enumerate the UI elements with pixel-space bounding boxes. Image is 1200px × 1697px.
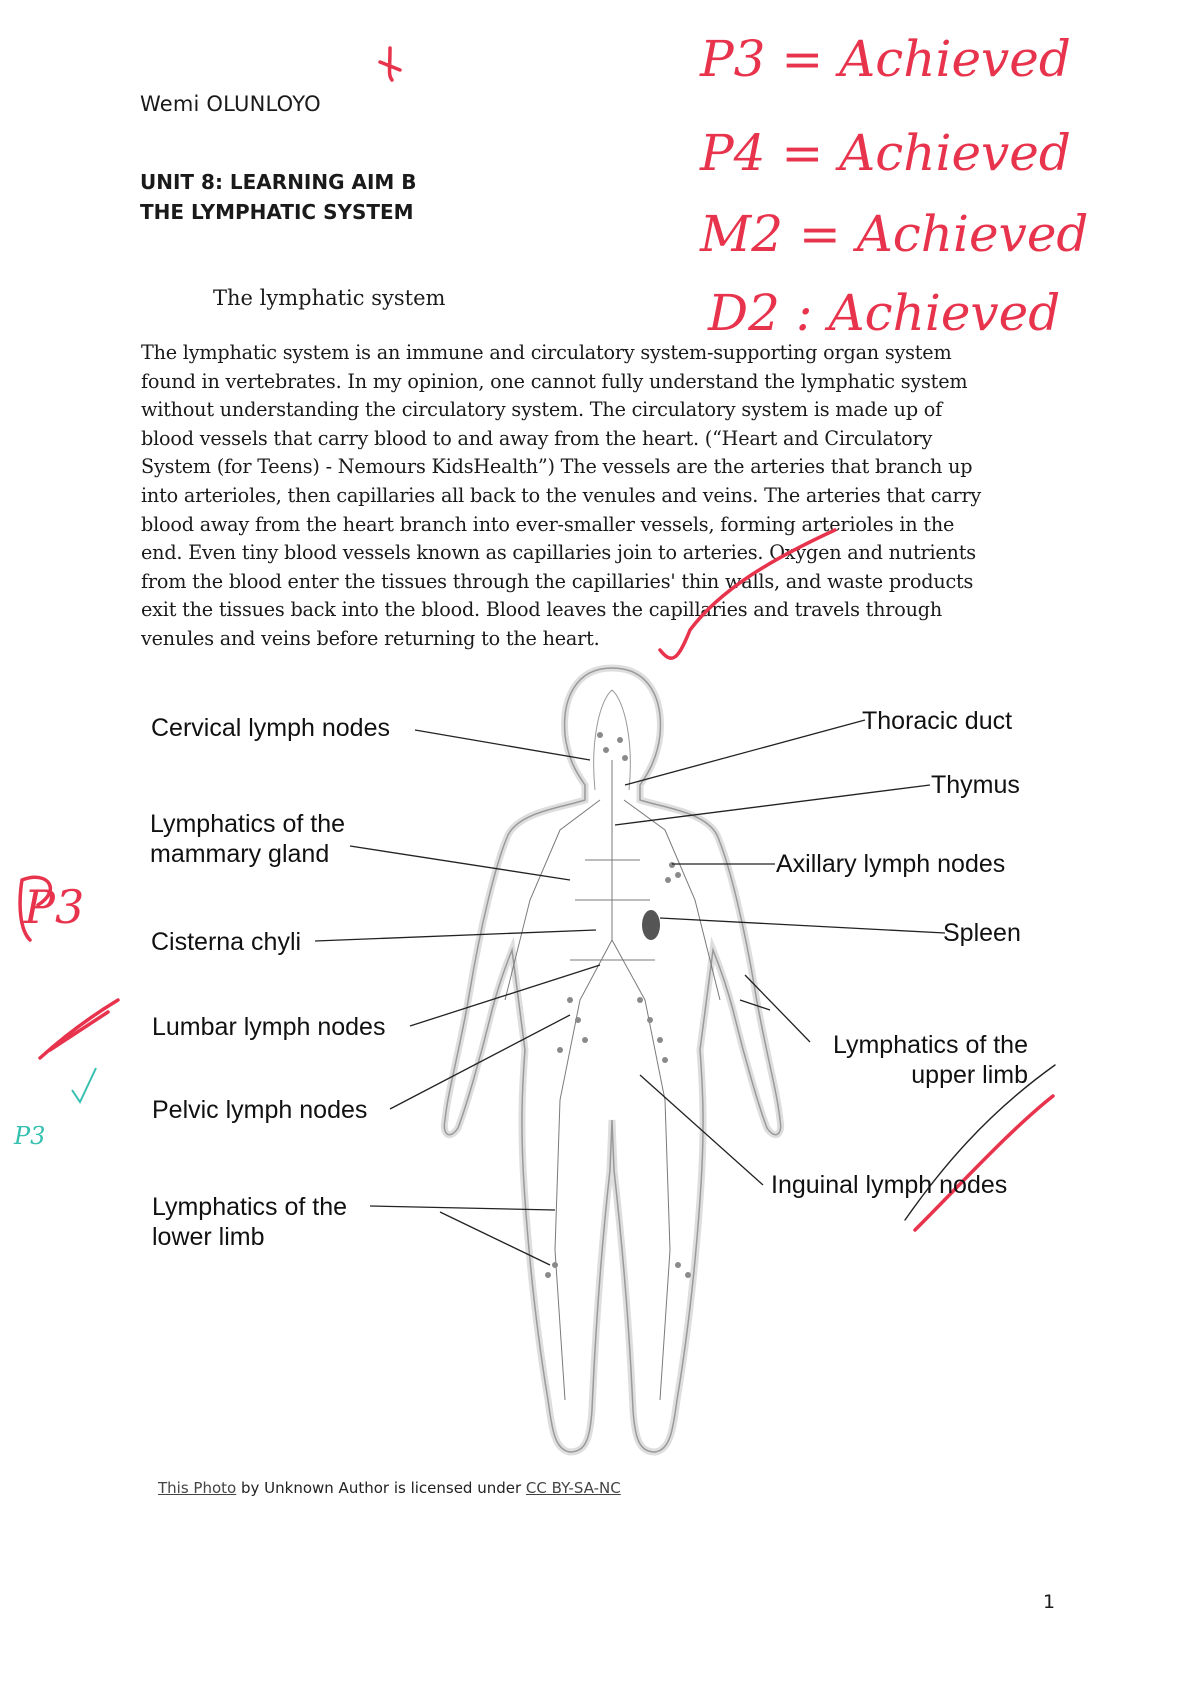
paragraph-line: from the blood enter the tissues through the capillaries' thin walls, and waste products (141, 569, 974, 593)
tick-mark (380, 48, 400, 80)
page-number: 1 (1043, 1591, 1056, 1613)
paragraph-line: end. Even tiny blood vessels known as capillaries join to arteries. Oxygen and nutrients (141, 541, 976, 565)
label-mammary-lymphatics: Lymphatics of the mammary gland (150, 810, 346, 868)
label-cervical-lymph-nodes: Cervical lymph nodes (151, 714, 390, 742)
label-thymus: Thymus (931, 771, 1020, 799)
credit-photo-link[interactable]: This Photo (158, 1479, 237, 1497)
label-thoracic-duct: Thoracic duct (862, 707, 1013, 735)
label-cisterna-chyli: Cisterna chyli (151, 928, 302, 956)
label-pelvic-lymph-nodes: Pelvic lymph nodes (152, 1096, 368, 1124)
paragraph-line: The lymphatic system is an immune and circulatory system-supporting organ system (141, 341, 952, 364)
section-subheading: The lymphatic system (213, 286, 446, 310)
label-upper-limb-lymphatics: Lymphatics of the upper limb (832, 1031, 1028, 1089)
paragraph-line: System (for Teens) - Nemours KidsHealth”) The vessels are the arteries that branch up (141, 455, 973, 479)
label-lumbar-lymph-nodes: Lumbar lymph nodes (152, 1013, 386, 1041)
author-name: Wemi OLUNLOYO (140, 92, 321, 116)
paragraph-line: blood away from the heart branch into ever-smaller vessels, forming arterioles in the (141, 512, 955, 536)
label-inguinal-lymph-nodes: Inguinal lymph nodes (771, 1171, 1008, 1199)
image-credit (158, 1479, 621, 1497)
grade-annotation: M2 = Achieved (700, 205, 1089, 263)
teal-check-icon (72, 1068, 96, 1102)
spleen-shape (642, 910, 660, 940)
credit-text: by Unknown Author is licensed under (236, 1479, 526, 1497)
label-spleen: Spleen (943, 919, 1021, 947)
lymph-vessels (505, 690, 720, 1400)
grade-annotation: P4 = Achieved (700, 124, 1071, 182)
unit-heading-line-1: UNIT 8: LEARNING AIM B (140, 170, 417, 194)
strike-mark (915, 1096, 1053, 1230)
unit-heading-line-2: THE LYMPHATIC SYSTEM (140, 200, 414, 224)
label-lower-limb-lymphatics: Lymphatics of the lower limb (152, 1193, 348, 1251)
teal-margin-note: P3 (14, 1122, 46, 1150)
paragraph-line: exit the tissues back into the blood. Blood leaves the capillaries and travels through (141, 598, 943, 622)
paragraph-line: without understanding the circulatory system. The circulatory system is made up of (141, 398, 943, 422)
strike-mark (50, 1012, 108, 1050)
grade-annotation: D2 : Achieved (708, 284, 1061, 342)
paragraph-line: found in vertebrates. In my opinion, one cannot fully understand the lymphatic system (141, 369, 968, 393)
credit-license-link[interactable]: CC BY-SA-NC (525, 1479, 621, 1497)
paragraph-line: into arterioles, then capillaries all back to the venules and veins. The arteries that carry (141, 483, 982, 507)
label-axillary-lymph-nodes: Axillary lymph nodes (776, 850, 1006, 878)
grade-annotation: P3 = Achieved (700, 30, 1071, 88)
tick-mark (660, 530, 835, 658)
paragraph-line: blood vessels that carry blood to and away from the heart. (“Heart and Circulatory (141, 426, 933, 450)
margin-grade-mark: P3 (24, 880, 85, 934)
paragraph-line: venules and veins before returning to the heart. (141, 626, 600, 650)
